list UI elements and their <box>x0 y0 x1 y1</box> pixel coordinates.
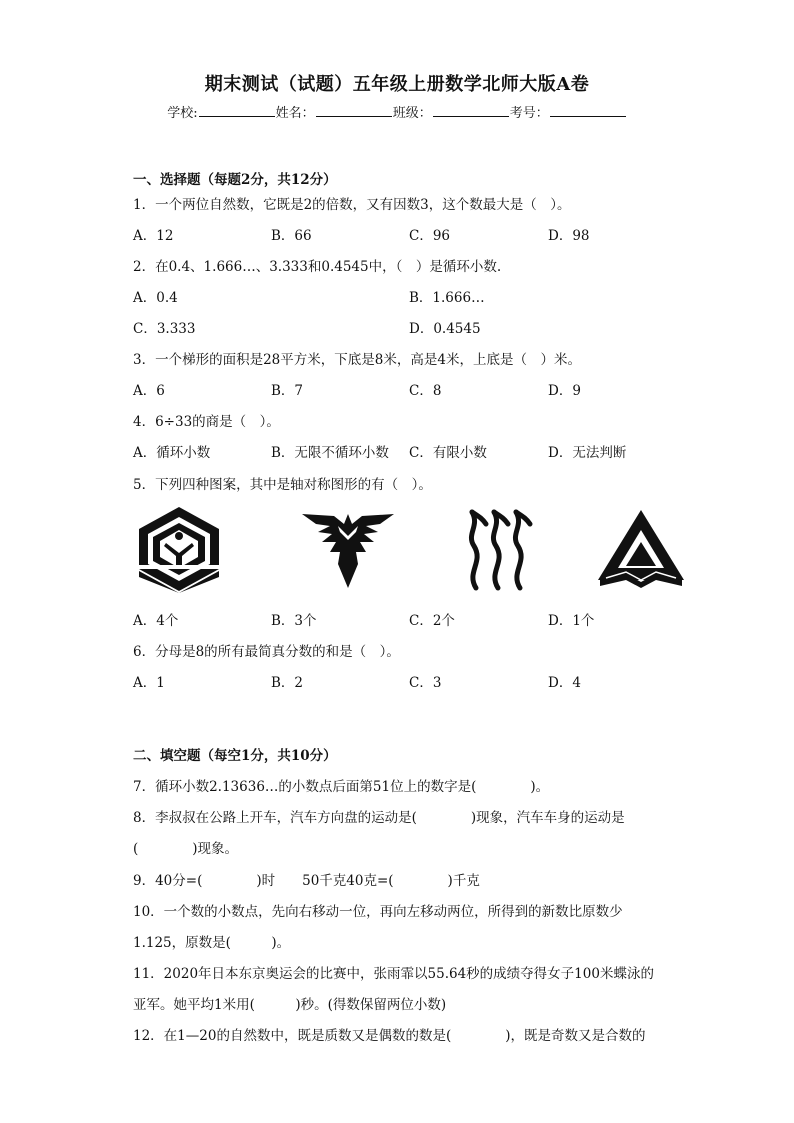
question-10-line1: 10．一个数的小数点，先向右移动一位，再向左移动两位，所得到的新数比原数少 <box>133 904 623 920</box>
q5-option-b: B．3个 <box>271 613 317 629</box>
q3-option-a: A．6 <box>133 383 165 399</box>
eagle-emblem-icon <box>300 510 396 590</box>
q1-option-a: A．12 <box>133 228 174 244</box>
q2-option-a: A．0.4 <box>133 290 178 306</box>
q6-option-a: A．1 <box>133 675 165 691</box>
q3-option-c: C．8 <box>409 383 442 399</box>
q3-option-b: B．7 <box>271 383 304 399</box>
q2-option-d: D．0.4545 <box>409 321 481 337</box>
q2-option-b: B．1.666… <box>409 290 485 306</box>
q4-option-d: D．无法判断 <box>548 445 627 461</box>
question-4-stem: 4．6÷33的商是（ ）。 <box>133 414 280 430</box>
question-1-stem: 1．一个两位自然数，它既是2的倍数，又有因数3，这个数最大是（ ）。 <box>133 197 571 213</box>
q6-option-b: B．2 <box>271 675 304 691</box>
hexagon-person-logo-icon <box>133 505 225 593</box>
question-7: 7．循环小数2.13636…的小数点后面第51位上的数字是( )。 <box>133 779 550 795</box>
class-label: 班级： <box>392 106 432 121</box>
student-info-row <box>0 102 794 121</box>
q5-option-d: D．1个 <box>548 613 595 629</box>
exam-number-blank[interactable] <box>550 104 626 117</box>
exam-number-label: 考号： <box>509 106 549 121</box>
q1-option-c: C．96 <box>409 228 451 244</box>
school-blank[interactable] <box>199 104 275 117</box>
q6-option-c: C．3 <box>409 675 442 691</box>
q3-option-d: D．9 <box>548 383 581 399</box>
q1-option-b: B．66 <box>271 228 312 244</box>
q4-option-a: A．循环小数 <box>133 445 211 461</box>
question-3-stem: 3．一个梯形的面积是28平方米，下底是8米，高是4米，上底是（ ）米。 <box>133 352 581 368</box>
question-11-line1: 11．2020年日本东京奥运会的比赛中，张雨霏以55.64秒的成绩夺得女子100米蝶泳的 <box>133 966 654 982</box>
q5-option-a: A．4个 <box>133 613 179 629</box>
question-9: 9．40分=( )时 50千克40克=( )千克 <box>133 873 480 889</box>
question-8-line2: ( )现象。 <box>133 841 239 857</box>
school-label: 学校: <box>167 106 198 121</box>
q5-option-c: C．2个 <box>409 613 455 629</box>
question-8-line1: 8．李叔叔在公路上开车，汽车方向盘的运动是( )现象，汽车车身的运动是 <box>133 810 625 826</box>
question-11-line2: 亚军。她平均1米用( )秒。(得数保留两位小数) <box>133 997 447 1013</box>
question-2-stem: 2．在0.4、1.666…、3.333和0.4545中，（ ）是循环小数. <box>133 259 502 275</box>
q4-option-c: C．有限小数 <box>409 445 487 461</box>
class-blank[interactable] <box>433 104 509 117</box>
question-12-line1: 12．在1—20的自然数中，既是质数又是偶数的数是( )，既是奇数又是合数的 <box>133 1028 646 1044</box>
question-5-stem: 5．下列四种图案，其中是轴对称图形的有（ ）。 <box>133 477 432 493</box>
question-10-line2: 1.125，原数是( )。 <box>133 935 291 951</box>
triangle-book-icon <box>596 508 686 588</box>
section1-heading: 一、选择题（每题2分，共12分） <box>133 172 337 188</box>
question-6-stem: 6．分母是8的所有最简真分数的和是（ ）。 <box>133 644 400 660</box>
q6-option-d: D．4 <box>548 675 581 691</box>
q1-option-d: D．98 <box>548 228 590 244</box>
q4-option-b: B．无限不循环小数 <box>271 445 389 461</box>
wavy-lines-icon <box>462 508 538 592</box>
section2-heading: 二、填空题（每空1分，共10分） <box>133 748 337 764</box>
page-title: 期末测试（试题）五年级上册数学北师大版A卷 <box>204 74 590 95</box>
q2-option-c: C．3.333 <box>133 321 196 337</box>
name-label: 姓名： <box>275 106 315 121</box>
name-blank[interactable] <box>316 104 392 117</box>
